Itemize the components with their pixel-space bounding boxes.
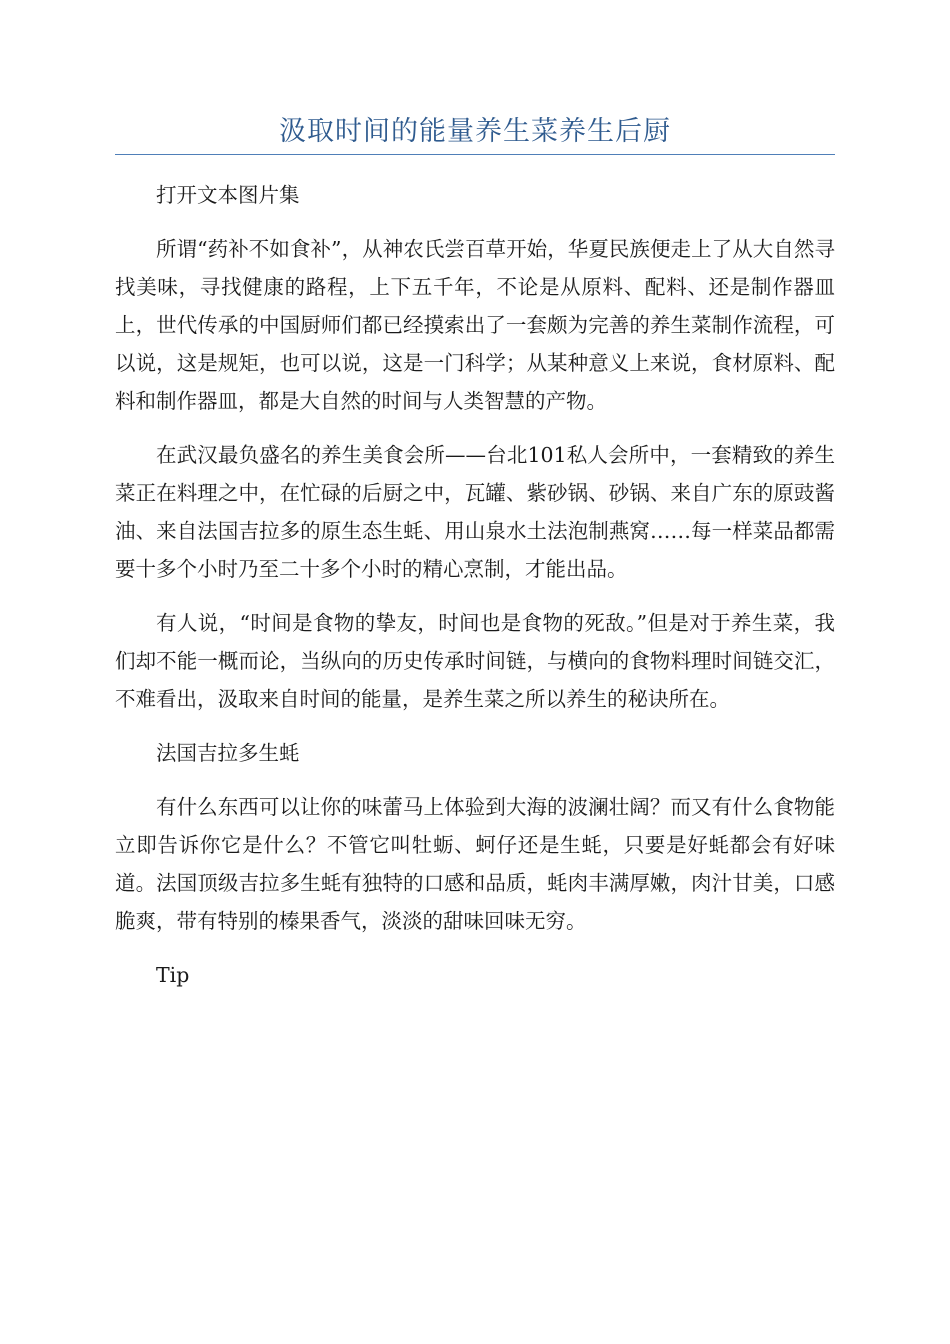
section-label-image-gallery: 打开文本图片集: [156, 183, 300, 207]
paragraph-intro: 所谓“药补不如食补”，从神农氏尝百草开始，华夏民族便走上了从大自然寻找美味，寻找健康的路程，上下五千年，不论是从原料、配料、还是制作器皿上，世代传承的中国厨师们都已经摸索出了一套颇为完善的养生菜制作流程，可以说，这是规矩，也可以说，这是一门科学；从某种意义上来说，食材原料、配料和制作器皿，都是大自然的时间与人类智慧的产物。: [115, 237, 835, 413]
paragraph-oyster: 有什么东西可以让你的味蕾马上体验到大海的波澜壮阔？而又有什么食物能立即告诉你它是什么？不管它叫牡蛎、蚵仔还是生蚝，只要是好蚝都会有好味道。法国顶级吉拉多生蚝有独特的口感和品质，蚝肉丰满厚嫩，肉汁甘美，口感脆爽，带有特别的榛果香气，淡淡的甜味回味无穷。: [115, 795, 835, 933]
title-underline: [115, 154, 835, 155]
document-body: [115, 176, 835, 1010]
section-heading-oyster: 法国吉拉多生蚝: [156, 741, 300, 765]
paragraph-time: 有人说，“时间是食物的挚友，时间也是食物的死敌。”但是对于养生菜，我们却不能一概而论，当纵向的历史传承时间链，与横向的食物料理时间链交汇，不难看出，汲取来自时间的能量，是养生菜之所以养生的秘诀所在。: [115, 611, 835, 711]
section-heading-tip: Tip: [156, 963, 190, 987]
document-title: 汲取时间的能量养生菜养生后厨: [279, 116, 671, 147]
paragraph-kitchen: 在武汉最负盛名的养生美食会所——台北101私人会所中，一套精致的养生菜正在料理之中，在忙碌的后厨之中，瓦罐、紫砂锅、砂锅、来自广东的原豉酱油、来自法国吉拉多的原生态生蚝、用山泉水土法泡制燕窝……每一样菜品都需要十多个小时乃至二十多个小时的精心烹制，才能出品。: [115, 443, 835, 581]
